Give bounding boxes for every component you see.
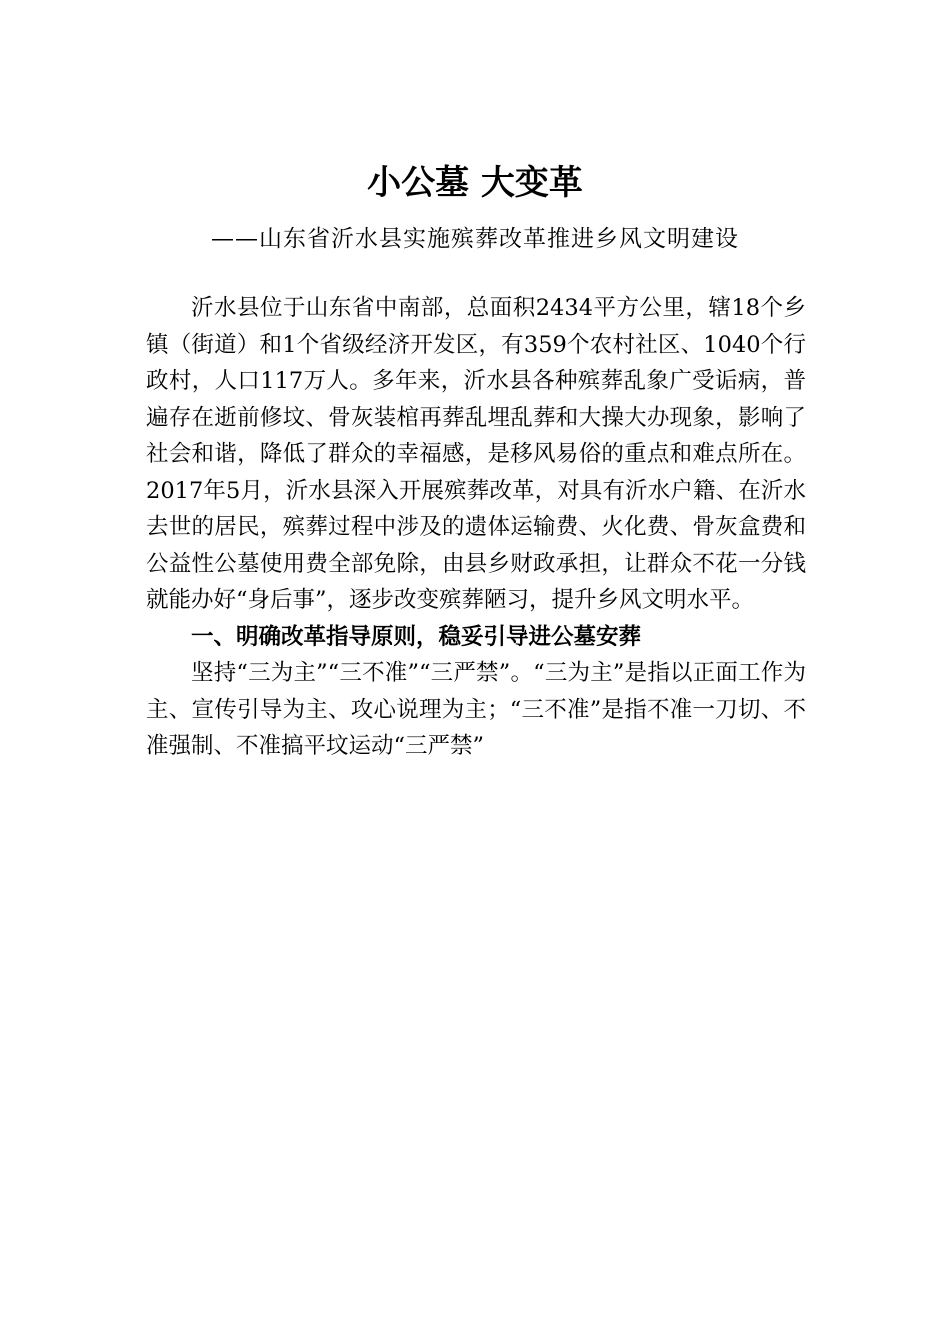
document-subtitle: ——山东省沂水县实施殡葬改革推进乡风文明建设: [211, 226, 739, 252]
section-paragraph: 坚持“三为主”“三不准”“三严禁”。“三为主”是指以正面工作为主、宣传引导为主、攻心说理为主；“三不准”是指不准一刀切、不准强制、不准搞平坟运动“三严禁”: [146, 660, 806, 759]
document-title: 小公墓 大变革: [367, 163, 583, 203]
section-heading: 一、明确改革指导原则，稳妥引导进公墓安葬: [191, 623, 642, 650]
intro-paragraph: 沂水县位于山东省中南部，总面积2434平方公里，辖18个乡镇（街道）和1个省级经济开发区，有359个农村社区、1040个行政村，人口117万人。多年来，沂水县各种殡葬乱象广受诟病，普遍存在逝前修坟、骨灰装棺再葬乱埋乱葬和大操大办现象，影响了社会和谐，降低了群众的幸福感，是移风易俗的重点和难点所在。2017年5月，沂水县深入开展殡葬改革，对具有沂水户籍、在沂水去世的居民，殡葬过程中涉及的遗体运输费、火化费、骨灰盒费和公益性公墓使用费全部免除，由县乡财政承担，让群众不花一分钱就能办好“身后事”，逐步改变殡葬陋习，提升乡风文明水平。: [146, 295, 806, 613]
document-body: [146, 290, 806, 765]
